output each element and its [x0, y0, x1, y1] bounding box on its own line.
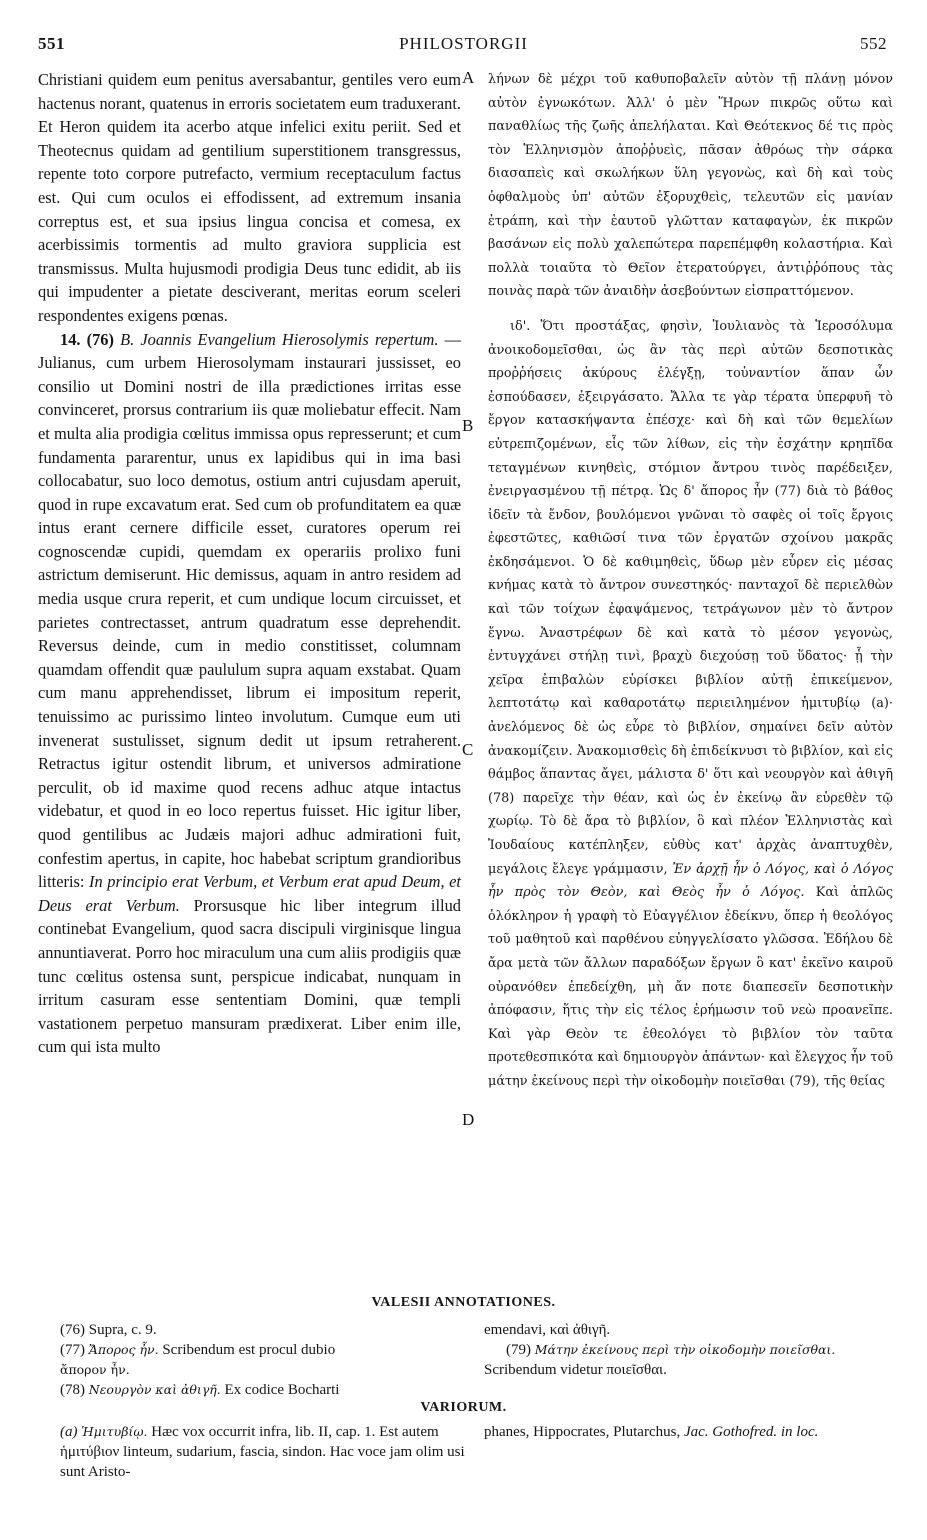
note-78: (78) Νεουργὸν καὶ ἀθιγῆ. Ex codice Bocharti	[60, 1382, 340, 1398]
greek-paragraph-2	[488, 315, 893, 1094]
note-77: (77) Ἄπορος ἦν. Scribendum est procul dubio ἄπορον ἦν.	[60, 1342, 336, 1377]
section-number: 14. (76)	[60, 329, 114, 349]
latin-paragraph-1: Christiani quidem eum penitus aversabantur, gentiles vero eum hactenus norant, quatenus in erroris societatem eum traduxerant. Et Heron quidem ita acerbo atque infelici exitu periit. Sed et Theotecnus quidam ad gentilium superstitionem transgressus, repente toto corpore putrefacto, vermium receptaculum factus est. Qui cum oculos ei effodissent, ad extremum insania correptus est, et sua ipsius lingua concisa et comesa, ex acerbissimis tormentis ad multo graviora supplicia est transmissus. Multa hujusmodi prodigia Deus tunc edidit, ab iis qui impudenter a pietate desciverant, meritas eorum sceleri respondentes exigens pœnas.	[38, 70, 461, 325]
variorum-heading: VARIORUM.	[420, 1400, 507, 1415]
note-76: (76) Supra, c. 9.	[60, 1322, 157, 1338]
paragraph-gap	[488, 304, 893, 315]
note-78-continued: emendavi, καὶ ἀθιγῆ.	[484, 1322, 611, 1338]
note-79: (79) Μάτην ἐκείνους περὶ τὴν οἰκοδομὴν ποιεῖσθαι. Scribendum videtur ποιεῖσθαι.	[484, 1342, 836, 1378]
variorum-notes-left	[60, 1422, 466, 1482]
variorum-notes-right	[484, 1422, 896, 1442]
greek-quotation: Ἐν ἀρχῇ ἦν ὁ Λόγος, καὶ ὁ Λόγος ἦν πρὸς τὸν Θεὸν, καὶ Θεὸς ἦν ὁ Λόγος.	[488, 861, 893, 901]
greek-column	[488, 68, 893, 1094]
greek-paragraph-1: λήνων δὲ μέχρι τοῦ καθυποβαλεῖν αὐτὸν τῇ πλάνῃ μόνον αὐτὸν ἐγνωκότων. Ἀλλ' ὁ μὲν Ἥρων πικρῶς οὕτω καὶ παναθλίως τῆς ζωῆς ἀπελήλαται. Καὶ Θεότεκνος δέ τις πρὸς τὸν Ἑλληνισμὸν ἀποῤῥυεὶς, πᾶσαν ἀθρόως τὴν σάρκα διασαπεὶς καὶ σκωλήκων ὕλη γεγονὼς, καὶ δὴ καὶ τοὺς ὀφθαλμοὺς ὑπ' αὐτῶν ἐξορυχθεὶς, τελευτῶν εἰς μανίαν ἐτράπη, καὶ τὴν ἑαυτοῦ γλῶτταν καταφαγὼν, ἐκ πικρῶν βασάνων εἰς πολὺ χαλεπώτερα παρεπέμφθη κολαστήρια. Καὶ πολλὰ τοιαῦτα τὸ Θεῖον ἐτερατούργει, ἀντιῤῥόπους τὰς ποινὰς παρὰ τῶν ἀναιδὴν ἀσεβούντων εἰσπραττόμενον.	[488, 72, 893, 300]
greek-text-2a: ιδ'. Ὅτι προστάξας, φησὶν, Ἰουλιανὸς τὰ Ἱεροσόλυμα ἀνοικοδομεῖσθαι, ὡς ἂν τὰς περὶ αὐτῶν δεσποτικὰς προῤῥήσεις ἀκύρους ἐλέγξῃ, τοὐναντίον ἅπαν ὧν ἐσπούδασεν, ἐξειργάσατο. Ἄλλα τε γὰρ τέρατα ὑπερφυῆ τὸ ἔργον κατασκήψαντα ἐπέσχε· καὶ δὴ καὶ τῶν θεμελίων εὐτρεπιζομένων, εἷς τῶν λίθων, εἰς τὴν ἐσχάτην κρηπῖδα τεταγμένων κινηθεὶς, στόμιον ἄντρου τινὸς παρέδειξεν, ἐνειργασμένου τῇ πέτρᾳ. Ὡς δ' ἄπορος ἦν (77) διὰ τὸ βάθος ἰδεῖν τὰ ἔνδον, βουλόμενοι γνῶναι τὸ σαφὲς οἱ τοῖς ἔργοις ἐφεστῶτες, καθιῶσί τινα τῶν ἐργατῶν σχοίνου μακρᾶς ἐκδησάμενοι. Ὁ δὲ καθιμηθεὶς, ὕδωρ μὲν εὗρεν εἰς μέσας κνήμας κατὰ τὸ ἄντρον συνεστηκός· πανταχοῖ δὲ περιελθὼν καὶ τῶν τοίχων ἐφαψάμενος, τετράγωνον μὲν τὸ ἄντρον ἔγνω. Ἀναστρέφων δὲ καὶ κατὰ τὸ μέσον γεγονὼς, ἐντυγχάνει στήλῃ τινὶ, βραχὺ διεχούσῃ τοῦ ὕδατος· ᾗ τὴν χεῖρα ἐπιβαλὼν εὑρίσκει βιβλίον αὐτῇ ἐπικείμενον, λεπτοτάτῳ καὶ καθαροτάτῳ περιειλημένον ἡμιτυβίῳ (a)· ἀνελόμενος δὲ ὡς εὗρε τὸ βιβλίον, σημαίνει δεῖν αὐτὸν ἀνακομίζειν. Ἀνακομισθεὶς δὴ ἐπιδείκνυσι τὸ βιβλίον, καὶ εἰς θάμβος ἅπαντας ἄγει, μάλιστα δ' ὅτι καὶ νεουργὸν καὶ ἀθιγῆ (78) παρεῖχε τὴν θέαν, καὶ ὡς ἐν ἐκείνῳ ἂν εὑρεθὲν τῷ χωρίῳ. Τὸ δὲ ἄρα τὸ βιβλίον, ὃ καὶ πλέον Ἑλληνιστὰς καὶ Ἰουδαίους κατέπληξεν, εὐθὺς κατ' ἀρχὰς ἀναπτυχθὲν, μεγάλοις ἔλεγε γράμμασιν,	[488, 318, 893, 877]
margin-marker-b: B	[462, 416, 474, 435]
page-number-left: 551	[38, 34, 65, 53]
greek-text-2b: Καὶ ἁπλῶς ὁλόκληρον ἡ γραφὴ τὸ Εὐαγγέλιον ἐδείκνυ, ὅπερ ἡ θεολόγος τοῦ μαθητοῦ καὶ παρθένου εὐηγγελίσατο γλῶσσα. Ἐδήλου δὲ ἄρα μετὰ τῶν ἄλλων παραδόξων ἔργων ὃ κατ' ἐκεῖνο καιροῦ οὐρανόθεν ἐπεδείχθη, μὴ ἄν ποτε διαπεσεῖν δεσποτικὴν ἀπόφασιν, ἥτις τὴν εἰς τέλος ἐρήμωσιν τοῦ νεὼ προανεῖπε. Καὶ γὰρ Θεὸν τε ἐθεολόγει τὸ βιβλίον τὸν ταῦτα προτεθεσπικότα καὶ δημιουργὸν ἁπάντων· καὶ ἔλεγχος ἦν τοῦ μάτην ἐκείνους περὶ τὴν οἰκοδομὴν ποιεῖσθαι (79), τῆς θείας	[488, 885, 893, 1089]
valesii-heading: VALESII ANNOTATIONES.	[371, 1295, 556, 1310]
page-number-right: 552	[860, 34, 887, 53]
latin-quotation: In principio erat Verbum, et Verbum erat apud Deum, et Deus erat Verbum.	[38, 872, 461, 915]
valesii-notes-right	[484, 1320, 896, 1380]
latin-text-2a: — Julianus, cum urbem Hierosolymam instaurari jussisset, eo consilio ut Domini nostri de illa prædictiones irritas esse convinceret, prorsus contrarium iis quæ moliebatur effecit. Nam et multa alia prodigia cœlitus immissa opus represserunt; et cum fundamenta pararentur, unus ex lapidibus qui in ima basi collocabatur, suo loco demotus, ostium antri cujusdam aperuit, quod in rupe excavatum erat. Sed cum ob profunditatem ea quæ intus erant cernere difficile esset, curatores operum rei cognoscendæ cupidi, quemdam ex operariis prolixo funi astrictum demiserunt. Hic demissus, aquam in antro residem ad media usque crura reperit, et cum undique locum circuisset, et parietes contrectasset, antrum quadratum esse deprehendit. Reversus deinde, cum in medio constitisset, columnam quamdam offendit quæ paululum supra aquam exstabat. Quam cum manu apprehendisset, librum ei impositum reperit, tenuissimo ac purissimo linteo involutum. Cumque eum uti invenerat sustulisset, signum dedit ut ipsum retraherent. Retractus igitur ostendit librum, et universos admiratione perculit, ob id maxime quod recens adhuc atque intactus videbatur, et quod in eo loco repertus fuisset. Hic igitur liber, quod gentilibus ac Judæis majori adhuc admirationi fuit, confestim apertus, in capite, hoc habebat scriptum grandioribus litteris:	[38, 329, 461, 892]
latin-paragraph-2	[38, 328, 461, 1059]
note-a: (a) Ἡμιτυβίῳ. Hæc vox occurrit infra, lib. II, cap. 1. Est autem ἡμιτύβιον linteum, sudarium, fascia, sindon. Hac voce jam olim usi sunt Aristo-	[60, 1424, 465, 1480]
margin-marker-c: C	[462, 740, 474, 759]
margin-marker-d: D	[462, 1110, 475, 1129]
margin-marker-a: A	[462, 68, 475, 87]
valesii-notes-left	[60, 1320, 466, 1400]
note-a-continued: phanes, Hippocrates, Plutarchus, Jac. Gothofred. in loc.	[484, 1424, 819, 1440]
section-title: B. Joannis Evangelium Hierosolymis repertum.	[120, 329, 439, 349]
latin-column	[38, 68, 461, 1059]
latin-text-2b: Prorsusque hic liber integrum illud continebat Evangelium, quod sacra discipuli virginisque lingua annuntiaverat. Porro hoc miraculum una cum aliis prodigiis quæ tunc cœlitus ostensa sunt, perspicue indicabat, nunquam in irritum casuram esse sententiam Domini, quæ templi vastationem perpetuo mansuram prædixerat. Liber enim ille, cum qui ista multo	[38, 895, 461, 1057]
running-title: PHILOSTORGII	[399, 34, 528, 53]
